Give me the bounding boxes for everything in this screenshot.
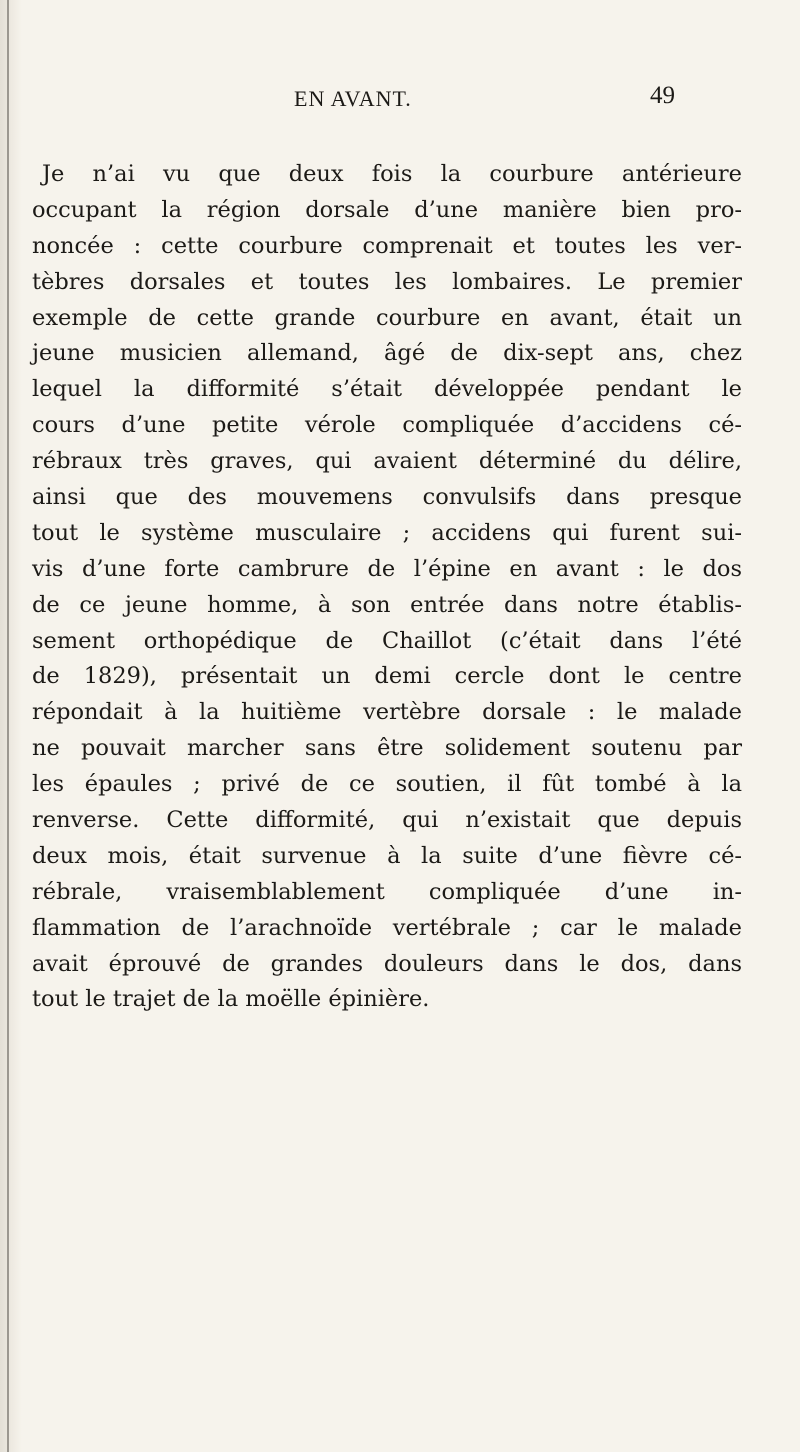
page-gutter-shadow (0, 0, 22, 1452)
page-number: 49 (650, 82, 675, 109)
text-line: deux mois, était survenue à la suite d’une fièvre cé- (32, 842, 742, 869)
text-line: rébrale, vraisemblablement compliquée d’une in- (32, 878, 742, 905)
text-line: vis d’une forte cambrure de l’épine en avant : le dos (32, 555, 742, 582)
text-line: tout le trajet de la moëlle épinière. (32, 986, 430, 1013)
text-line: de ce jeune homme, à son entrée dans notre établis- (32, 591, 742, 618)
text-line: exemple de cette grande courbure en avant, était un (32, 304, 742, 331)
text-line: lequel la difformité s’était développée pendant le (32, 376, 742, 403)
running-title: EN AVANT. (294, 86, 412, 111)
text-line: ne pouvait marcher sans être solidement soutenu par (32, 735, 742, 762)
page-header (250, 80, 675, 120)
text-line: répondait à la huitième vertèbre dorsale : le malade (32, 699, 742, 726)
text-line: sement orthopédique de Chaillot (c’était dans l’été (32, 627, 742, 654)
text-line: occupant la région dorsale d’une manière bien pro- (32, 196, 742, 223)
text-line: flammation de l’arachnoïde vertébrale ; car le malade (32, 914, 742, 941)
text-line: avait éprouvé de grandes douleurs dans le dos, dans (32, 950, 742, 977)
text-line: tout le système musculaire ; accidens qui furent sui- (32, 519, 742, 546)
text-line: de 1829), présentait un demi cercle dont le centre (32, 663, 742, 690)
text-line: ainsi que des mouvemens convulsifs dans presque (32, 484, 742, 511)
text-line: noncée : cette courbure comprenait et toutes les ver- (32, 232, 742, 259)
body-text (32, 157, 742, 1018)
text-line: jeune musicien allemand, âgé de dix-sept ans, chez (32, 340, 742, 367)
text-line: les épaules ; privé de ce soutien, il fût tombé à la (32, 771, 742, 798)
text-line: Je n’ai vu que deux fois la courbure antérieure (42, 161, 742, 187)
binding-edge-line (7, 0, 9, 1452)
text-line: cours d’une petite vérole compliquée d’accidens cé- (32, 412, 742, 439)
text-line: tèbres dorsales et toutes les lombaires. Le premier (32, 268, 742, 295)
text-line: rébraux très graves, qui avaient déterminé du délire, (32, 448, 742, 475)
text-line: renverse. Cette difformité, qui n’existait que depuis (32, 807, 742, 834)
